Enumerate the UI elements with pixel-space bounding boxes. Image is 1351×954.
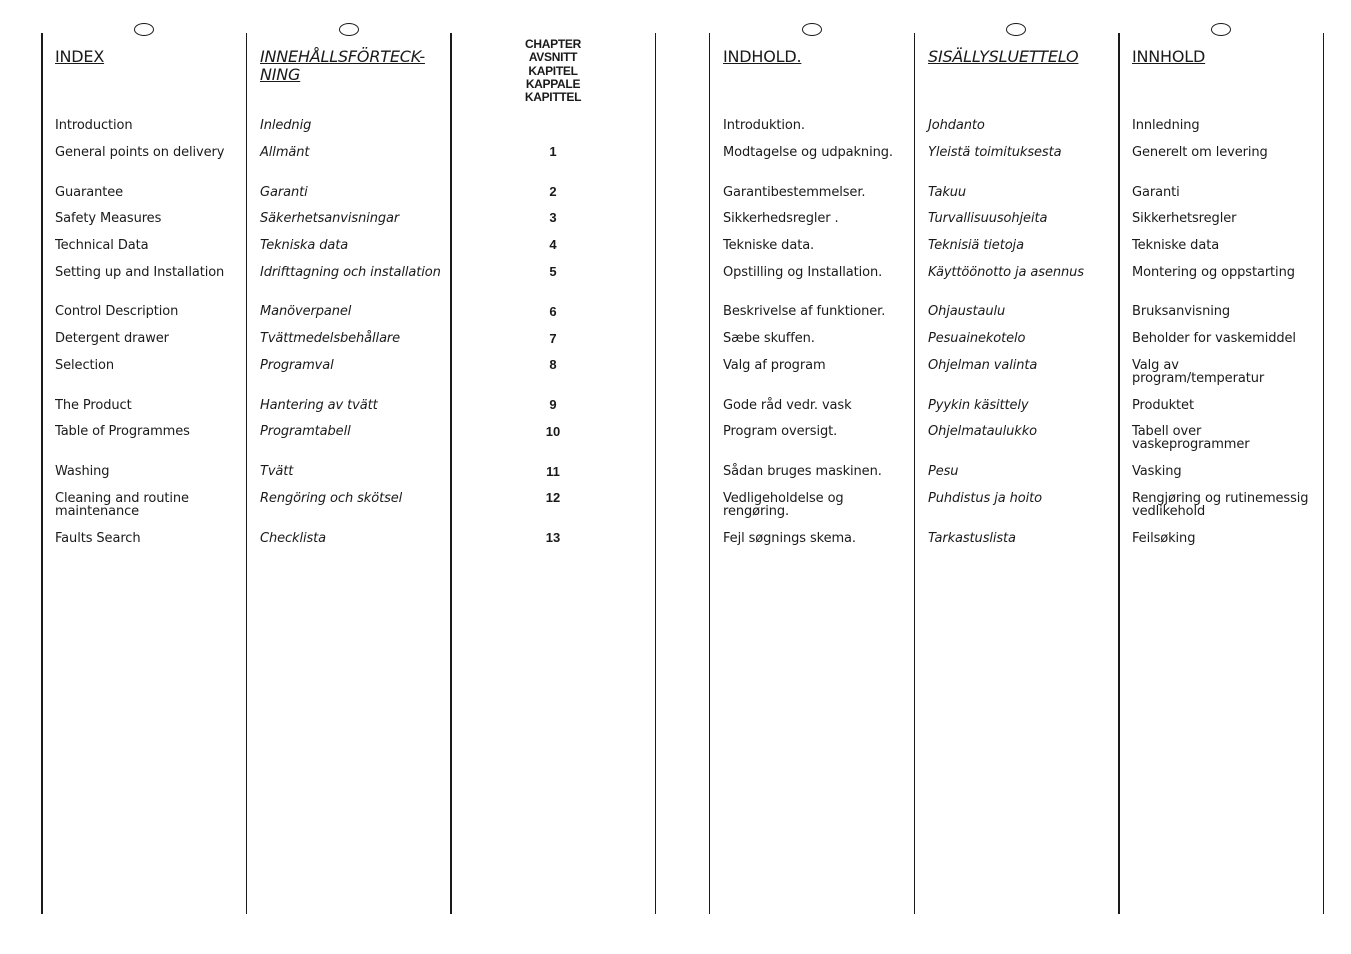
index-entry: Hantering av tvätt [260, 398, 378, 413]
index-entry: Teknisiä tietoja [928, 238, 1024, 253]
column-title: SISÄLLYSLUETTELO [928, 47, 1079, 66]
index-entry: Beholder for vaskemiddel [1132, 331, 1296, 346]
chapter-header: CHAPTER AVSNITT KAPITEL KAPPALE KAPITTEL [524, 37, 582, 105]
chapter-number: 12 [545, 490, 561, 505]
column-divider [914, 33, 915, 914]
column-divider [450, 33, 452, 914]
index-entry: Garanti [260, 185, 308, 200]
index-entry: Feilsøking [1132, 531, 1196, 546]
index-entry: Sådan bruges maskinen. [723, 464, 882, 479]
chapter-number: 4 [549, 237, 557, 252]
index-entry: Safety Measures [55, 211, 162, 226]
column-divider [655, 33, 656, 914]
index-entry: The Product [55, 398, 132, 413]
chapter-number: 6 [549, 304, 557, 319]
chapter-number: 1 [549, 144, 557, 159]
index-entry: Pesu [928, 464, 959, 479]
index-entry: Takuu [928, 185, 967, 200]
language-oval-icon [1006, 23, 1026, 36]
index-entry: Inlednig [260, 118, 312, 133]
index-entry: Idrifttagning och installation [260, 265, 441, 280]
column-divider [1323, 33, 1324, 914]
index-entry: Checklista [260, 531, 327, 546]
column-title: INNHOLD [1132, 47, 1206, 66]
index-entry: Sikkerhetsregler [1132, 211, 1237, 226]
index-entry: Washing [55, 464, 110, 479]
language-oval-icon [1211, 23, 1231, 36]
index-entry: Vasking [1132, 464, 1182, 479]
index-entry: Tarkastuslista [928, 531, 1016, 546]
index-entry: Rengöring och skötsel [260, 491, 403, 506]
index-entry: Yleistä toimituksesta [928, 145, 1062, 160]
index-entry: Valg av program/temperatur [1132, 358, 1265, 386]
index-entry: Tvätt [260, 464, 294, 479]
index-entry: Pyykin käsittely [928, 398, 1029, 413]
chapter-number: 2 [549, 184, 557, 199]
chapter-number: 10 [545, 424, 561, 439]
index-entry: Tekniska data [260, 238, 349, 253]
index-entry: Opstilling og Installation. [723, 265, 883, 280]
index-entry: Ohjaustaulu [928, 304, 1006, 319]
column-title: INDHOLD. [723, 47, 802, 66]
index-entry: Montering og oppstarting [1132, 265, 1295, 280]
language-oval-icon [802, 23, 822, 36]
index-entry: Cleaning and routine maintenance [55, 491, 189, 519]
column-divider [246, 33, 247, 914]
index-entry: Manöverpanel [260, 304, 352, 319]
index-entry: Selection [55, 358, 115, 373]
chapter-number: 7 [549, 331, 557, 346]
index-entry: General points on delivery [55, 145, 225, 160]
index-entry: Programval [260, 358, 334, 373]
chapter-number: 9 [549, 397, 557, 412]
index-entry: Produktet [1132, 398, 1194, 413]
index-entry: Rengjøring og rutinemessig vedlikehold [1132, 491, 1309, 519]
index-entry: Säkerhetsanvisningar [260, 211, 400, 226]
index-entry: Gode råd vedr. vask [723, 398, 852, 413]
index-entry: Faults Search [55, 531, 141, 546]
index-entry: Detergent drawer [55, 331, 169, 346]
language-oval-icon [134, 23, 154, 36]
chapter-number: 5 [549, 264, 557, 279]
index-entry: Introduction [55, 118, 133, 133]
index-entry: Fejl søgnings skema. [723, 531, 856, 546]
index-entry: Puhdistus ja hoito [928, 491, 1042, 506]
index-entry: Allmänt [260, 145, 310, 160]
index-entry: Sæbe skuffen. [723, 331, 815, 346]
index-entry: Table of Programmes [55, 424, 190, 439]
index-entry: Garantibestemmelser. [723, 185, 866, 200]
index-entry: Bruksanvisning [1132, 304, 1231, 319]
index-entry: Modtagelse og udpakning. [723, 145, 893, 160]
index-entry: Control Description [55, 304, 179, 319]
chapter-number: 8 [549, 357, 557, 372]
chapter-number: 13 [545, 530, 561, 545]
index-entry: Guarantee [55, 185, 124, 200]
index-entry: Tabell over vaskeprogrammer [1132, 424, 1250, 452]
index-entry: Käyttöönotto ja asennus [928, 265, 1084, 280]
index-entry: Garanti [1132, 185, 1180, 200]
index-entry: Valg af program [723, 358, 826, 373]
index-entry: Ohjelmataulukko [928, 424, 1037, 439]
column-divider [709, 33, 710, 914]
index-entry: Sikkerhedsregler . [723, 211, 839, 226]
index-entry: Beskrivelse af funktioner. [723, 304, 886, 319]
index-entry: Setting up and Installation [55, 265, 225, 280]
chapter-number: 11 [546, 464, 560, 479]
column-title: INNEHÅLLSFÖRTECK- NING [260, 47, 425, 84]
column-divider [41, 33, 43, 914]
index-entry: Turvallisuusohjeita [928, 211, 1048, 226]
column-title: INDEX [55, 47, 105, 66]
index-entry: Innledning [1132, 118, 1200, 133]
column-divider [1118, 33, 1120, 914]
language-oval-icon [339, 23, 359, 36]
index-entry: Technical Data [55, 238, 149, 253]
index-entry: Ohjelman valinta [928, 358, 1038, 373]
index-entry: Tekniske data [1132, 238, 1220, 253]
index-entry: Programtabell [260, 424, 351, 439]
index-entry: Tvättmedelsbehållare [260, 331, 401, 346]
index-entry: Introduktion. [723, 118, 805, 133]
index-entry: Generelt om levering [1132, 145, 1268, 160]
index-entry: Pesuainekotelo [928, 331, 1026, 346]
chapter-number: 3 [549, 210, 557, 225]
index-entry: Tekniske data. [723, 238, 815, 253]
index-entry: Program oversigt. [723, 424, 838, 439]
index-entry: Johdanto [928, 118, 985, 133]
index-entry: Vedligeholdelse og rengøring. [723, 491, 844, 519]
